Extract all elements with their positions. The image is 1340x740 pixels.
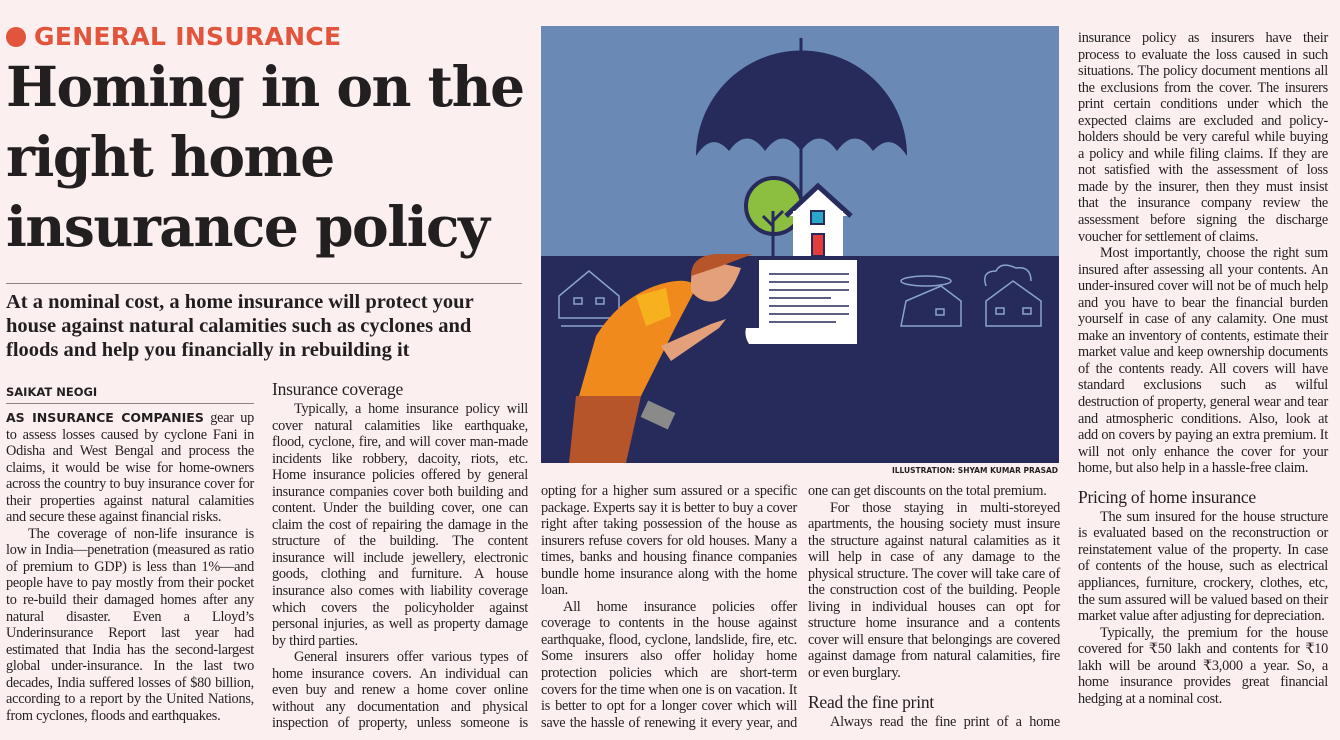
lead-in: AS INSURANCE COMPANIES [6,410,204,425]
paragraph: opting for a higher sum assured or a specific package. Experts say it is better to buy a cover right after taking possession of the house as insurers refuse covers for old houses. Many a times, banks and housing finance companies bundle home insurance along with the home loan. [541,483,797,599]
subheading: Read the fine print [808,691,934,712]
bullet-dot-icon [6,27,26,47]
illustration [541,26,1059,463]
byline-divider [6,403,254,404]
article-column-4 [808,483,1060,730]
article-column-3 [541,483,797,731]
deck: At a nominal cost, a home insurance will protect your house against natural calamities such as cyclones and floods and help you financially in rebuilding it [6,291,474,361]
article-column-1 [6,410,254,724]
paragraph: All home insurance policies offer coverage to contents in the house against earthquake, flood, cyclone, landslide, fire, etc. Some insurers also offer holiday home protection policies which are short-term covers for the time when one is on vacation. It is better to opt for a longer cover which will save the hassle of renewing it every year, and [541,598,797,731]
paragraph: For those staying in multi-storeyed apartments, the housing society must insure the structure against natural calamities as it will help in case of any damage to the physical structure. The cover will take care of the construction cost of the building. People living in individual houses can opt for structure home insurance and a contents cover will ensure that belongings are covered against damage from natural calamities, fire or even burglary. [808,499,1060,682]
paragraph: Typically, the premium for the house covered for ₹50 lakh and contents for ₹10 lakh will be around ₹3,000 a year. So, a home insurance provides great financial hedging at a nominal cost. [1078,624,1328,707]
paragraph: The coverage of non-life insurance is low in India—penetration (measured as ratio of premium to GDP) is less than 1%—and people have to pay mostly from their pocket to re-build their damaged homes after any natural disaster. Even a Lloyd’s Underinsurance Report last year had estimated that India has the second-largest global under-insurance. In the last two decades, India suffered losses of $80 billion, according to a report by the United Nations, from cyclones, floods and earthquakes. [6,525,254,724]
umbrella-house-illustration [541,26,1059,463]
kicker-text: GENERAL INSURANCE [34,22,342,51]
paragraph: General insurers offer various types of home insurance covers. An individual can even buy and renew a home cover online without any documentation and physical inspection of property, unless someone is [272,649,528,732]
paragraph: insurance policy as insurers have their process to evaluate the loss caused in such situations. The policy document mentions all the exclusions from the cover. The insurers print certain conditions under which the expected claims are excluded and policy-holders should be very careful while buying a policy and while filing claims. If they are not satisfied with the assessment of loss made by the insurer, then they must insist that the insurance company review the assessment before signing the discharge voucher for settlement of claims. [1078,30,1328,245]
article-column-2 [272,379,528,732]
byline: SAIKAT NEOGI [6,385,98,399]
paragraph-text: gear up to assess losses caused by cyclone Fani in Odisha and West Bengal and process the claims, it would be wise for home-owners across the country to buy insurance cover for their properties against natural calamities and secure these against financial risks. [6,410,254,526]
section-kicker [6,22,341,51]
paragraph: Always read the fine print of a home [830,713,1060,730]
headline: Homing in on the right home insurance policy [6,54,524,259]
article-column-5 [1078,30,1328,707]
subheading: Insurance coverage [272,379,404,399]
paragraph: The sum insured for the house structure is evaluated based on the reconstruction or reinstatement value of the property. In case of contents of the house, such as electrical appliances, furniture, crockery, clothes, etc, the sum assured will be valued based on their market value after adjusting for depreciation. [1078,508,1328,625]
policy-document-icon [745,260,857,344]
paragraph: Most importantly, choose the right sum insured after assessing all your contents. An under-insured cover will not be of much help and you have to bear the financial burden yourself in case of any calamity. One must make an inventory of contents, estimate their market value and keep ownership documents of the contents ready. All covers will have standard exclusions such as wilful destruction of property, general wear and tear and atmospheric conditions. Also, look at add on covers by paying an extra premium. It will not only enhance the cover for your home, but also help in a hassle-free claim. [1078,245,1328,477]
divider [6,283,522,284]
subheading: Pricing of home insurance [1078,486,1256,507]
paragraph: one can get discounts on the total premium. [808,483,1047,499]
paragraph: Typically, a home insurance policy will cover natural calamities like earthquake, flood, cyclone, fire, and will cover man-made incidents like robbery, dacoity, riots, etc. Home insurance policies offered by general insurance companies cover both building and content. Under the building cover, one can claim the cost of repairing the damage in the structure of the building. The content insurance will include jewellery, electronic goods, clothing and furniture. A house insurance also comes with liability coverage which covers the policyholder against personal injuries, as well as property damage by third parties. [272,401,528,649]
paragraph [6,410,254,526]
illustration-credit: ILLUSTRATION: SHYAM KUMAR PRASAD [891,466,1058,475]
